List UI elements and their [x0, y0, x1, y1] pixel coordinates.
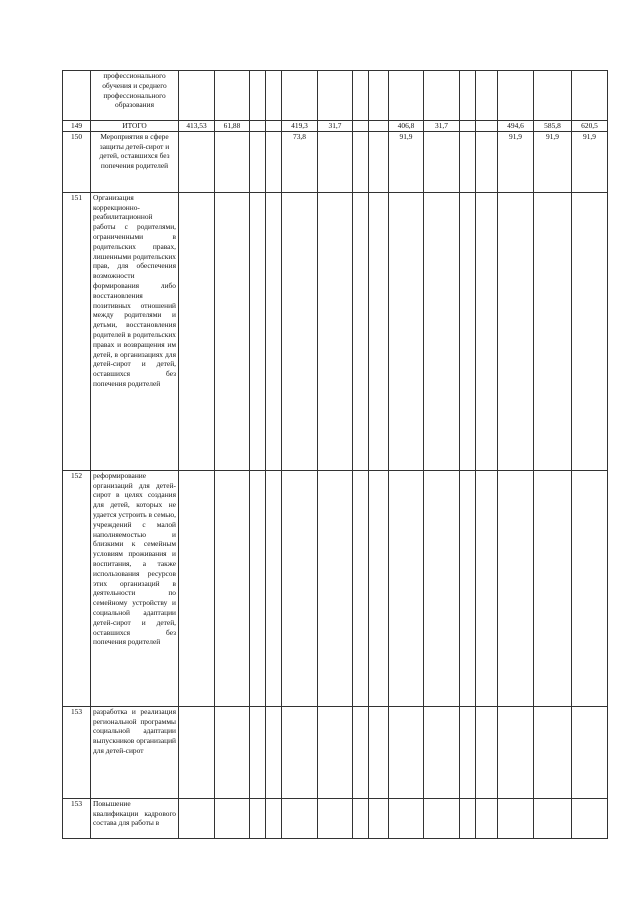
budget-table: [62, 70, 608, 839]
cell: [215, 706, 250, 798]
row-number: 149: [63, 121, 91, 132]
cell: [282, 798, 318, 838]
row-number: 151: [63, 192, 91, 470]
cell: [424, 71, 460, 121]
row-number: [63, 71, 91, 121]
cell: [534, 706, 572, 798]
cell: [318, 192, 353, 470]
cell: [476, 192, 498, 470]
cell: [250, 131, 266, 192]
cell: [179, 192, 215, 470]
cell: [282, 706, 318, 798]
cell: [460, 798, 476, 838]
cell: [266, 798, 282, 838]
cell: [476, 71, 498, 121]
cell: [534, 192, 572, 470]
row-number: 152: [63, 470, 91, 706]
cell: [460, 71, 476, 121]
cell: [215, 71, 250, 121]
table-row: [63, 192, 608, 470]
cell: [318, 71, 353, 121]
cell: [353, 192, 369, 470]
cell: 61,88: [215, 121, 250, 132]
row-number: 150: [63, 131, 91, 192]
cell: [369, 192, 389, 470]
cell: [353, 470, 369, 706]
cell: [250, 470, 266, 706]
cell: [250, 121, 266, 132]
cell: [460, 706, 476, 798]
cell: [498, 71, 534, 121]
cell: 494,6: [498, 121, 534, 132]
cell: [266, 470, 282, 706]
row-name: Организация коррекционно-реабилитационной работы с родителями, ограниченными в родительских правах, лишенными родительских прав, для обеспечения возможности формирования либо восстановления позитивных отношений между родителями и детьми, восстановления родителей в родительских правах и возвращения им детей, в организациях для детей-сирот и детей, оставшихся без попечения родителей: [91, 192, 179, 470]
cell: [498, 470, 534, 706]
cell: [572, 192, 608, 470]
table-row-total: [63, 121, 608, 132]
cell: [460, 192, 476, 470]
cell: [424, 798, 460, 838]
table-row: [63, 470, 608, 706]
cell: [476, 470, 498, 706]
table-row: [63, 798, 608, 838]
budget-table-page: [62, 70, 607, 839]
cell: [498, 706, 534, 798]
cell: [179, 798, 215, 838]
cell: [534, 798, 572, 838]
table-row: [63, 71, 608, 121]
cell: [250, 71, 266, 121]
cell: [266, 706, 282, 798]
row-number: 153: [63, 798, 91, 838]
cell: [424, 131, 460, 192]
cell: [369, 706, 389, 798]
cell: [476, 131, 498, 192]
cell: [353, 706, 369, 798]
row-number: 153: [63, 706, 91, 798]
row-name: разработка и реализация региональной программы социальной адаптации выпускников организаций для детей-сирот: [91, 706, 179, 798]
cell: [572, 706, 608, 798]
cell: 419,3: [282, 121, 318, 132]
cell: [318, 706, 353, 798]
cell: [266, 192, 282, 470]
row-name: Мероприятия в сфере защиты детей-сирот и детей, оставшихся без попечения родителей: [91, 131, 179, 192]
cell: [389, 192, 424, 470]
cell: [369, 131, 389, 192]
cell: [534, 71, 572, 121]
cell: 73,8: [282, 131, 318, 192]
cell: [476, 798, 498, 838]
cell: 91,9: [572, 131, 608, 192]
cell: [179, 706, 215, 798]
cell: [389, 470, 424, 706]
cell: [353, 798, 369, 838]
cell: [572, 470, 608, 706]
row-name: ИТОГО: [91, 121, 179, 132]
cell: 31,7: [318, 121, 353, 132]
cell: [369, 798, 389, 838]
cell: [369, 470, 389, 706]
cell: 406,8: [389, 121, 424, 132]
cell: 620,5: [572, 121, 608, 132]
cell: [389, 71, 424, 121]
cell: 91,9: [389, 131, 424, 192]
row-name: профессионального обучения и среднего профессионального образования: [91, 71, 179, 121]
cell: [460, 121, 476, 132]
cell: [318, 798, 353, 838]
cell: 585,8: [534, 121, 572, 132]
cell: [460, 131, 476, 192]
cell: [318, 131, 353, 192]
cell: [179, 71, 215, 121]
cell: [534, 470, 572, 706]
cell: [318, 470, 353, 706]
cell: [498, 192, 534, 470]
cell: [250, 192, 266, 470]
cell: [353, 71, 369, 121]
cell: [476, 121, 498, 132]
table-row: [63, 706, 608, 798]
cell: [424, 192, 460, 470]
cell: [460, 470, 476, 706]
cell: [424, 470, 460, 706]
cell: [476, 706, 498, 798]
cell: [215, 131, 250, 192]
row-name: реформирование организаций для детей-сирот в целях создания для детей, которых не удается устроить в семью, учреждений с малой наполняемостью и близкими к семейным условиям проживания и воспитания, а также использования ресурсов этих организаций в деятельности по семейному устройству и социальной адаптации детей-сирот и детей, оставшихся без попечения родителей: [91, 470, 179, 706]
cell: [353, 131, 369, 192]
cell: [282, 470, 318, 706]
cell: [282, 192, 318, 470]
cell: [369, 71, 389, 121]
cell: [250, 798, 266, 838]
cell: 31,7: [424, 121, 460, 132]
cell: [282, 71, 318, 121]
cell: [266, 121, 282, 132]
cell: [389, 706, 424, 798]
cell: 91,9: [534, 131, 572, 192]
cell: [215, 470, 250, 706]
cell: [215, 798, 250, 838]
cell: [572, 798, 608, 838]
cell: 91,9: [498, 131, 534, 192]
cell: [250, 706, 266, 798]
cell: [424, 706, 460, 798]
cell: 413,53: [179, 121, 215, 132]
cell: [179, 131, 215, 192]
cell: [369, 121, 389, 132]
cell: [266, 71, 282, 121]
cell: [498, 798, 534, 838]
cell: [389, 798, 424, 838]
table-row: [63, 131, 608, 192]
cell: [266, 131, 282, 192]
cell: [572, 71, 608, 121]
cell: [215, 192, 250, 470]
row-name: Повышение квалификации кадрового состава для работы в: [91, 798, 179, 838]
cell: [179, 470, 215, 706]
cell: [353, 121, 369, 132]
